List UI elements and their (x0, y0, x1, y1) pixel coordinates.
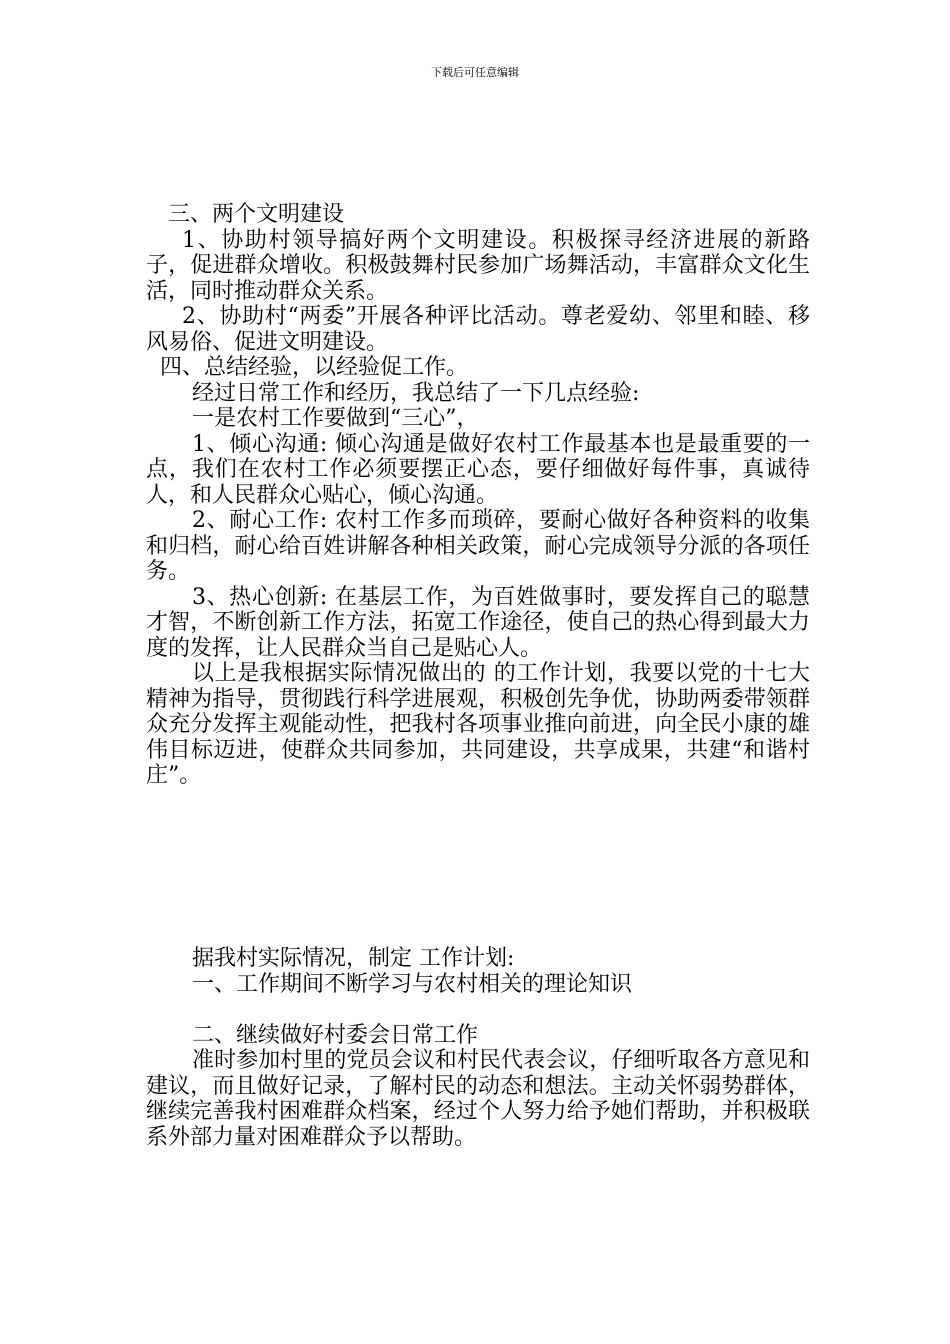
heading-daily-work: 二、继续做好村委会日常工作 (192, 1022, 479, 1048)
heading-summary-experience: 四、总结经验，以经验促工作。 (160, 355, 469, 380)
heading-two-civilizations: 三、两个文明建设 (168, 202, 345, 227)
document-section-top (146, 202, 810, 789)
page-header-note: 下载后可任意编辑 (431, 66, 519, 79)
document-section-bottom (146, 946, 810, 1150)
paragraph-experience-intro: 经过日常工作和经历，我总结了一下几点经验: (192, 380, 640, 406)
paragraph-heart-2: 2、耐心工作: 农村工作多而琐碎，要耐心做好各种资料的收集和归档，耐心给百姓讲解各种相关政策，耐心完成领导分派的各项任务。 (146, 508, 810, 584)
paragraph-heart-1: 1、倾心沟通: 倾心沟通是做好农村工作最基本也是最重要的一点，我们在农村工作必须要摆正心态，要仔细做好每件事，真诚待人，和人民群众心贴心，倾心沟通。 (146, 431, 810, 508)
paragraph-plan-intro: 据我村实际情况，制定 工作计划: (192, 946, 515, 971)
heading-study-theory: 一、工作期间不断学习与农村相关的理论知识 (192, 971, 633, 997)
paragraph-item-1: 1、协助村领导搞好两个文明建设。积极探寻经济进展的新路子，促进群众增收。积极鼓舞村民参加广场舞活动，丰富群众文化生活，同时推动群众关系。 (146, 227, 810, 304)
paragraph-three-hearts: 一是农村工作要做到“三心”， (192, 406, 479, 431)
paragraph-heart-3: 3、热心创新: 在基层工作，为百姓做事时，要发挥自己的聪慧才智，不断创新工作方法，拓宽工作途径，使自己的热心得到最大力度的发挥，让人民群众当自己是贴心人。 (146, 584, 810, 661)
blank-spacer (146, 997, 810, 1023)
paragraph-item-2: 2、协助村“两委”开展各种评比活动。尊老爱幼、邻里和睦、移风易俗、促进文明建设。 (146, 304, 810, 355)
paragraph-daily-duties: 准时参加村里的党员会议和村民代表会议，仔细听取各方意见和建议，而且做好记录，了解村民的动态和想法。主动关怀弱势群体，继续完善我村困难群众档案，经过个人努力给予她们帮助，并积极联系外部力量对困难群众予以帮助。 (146, 1048, 810, 1150)
paragraph-conclusion: 以上是我根据实际情况做出的 的工作计划，我要以党的十七大精神为指导，贯彻践行科学进展观，积极创先争优，协助两委带领群众充分发挥主观能动性，把我村各项事业推向前进，向全民小康的雄伟目标迈进，使群众共同参加，共同建设，共享成果，共建“和谐村庄”。 (146, 661, 810, 788)
